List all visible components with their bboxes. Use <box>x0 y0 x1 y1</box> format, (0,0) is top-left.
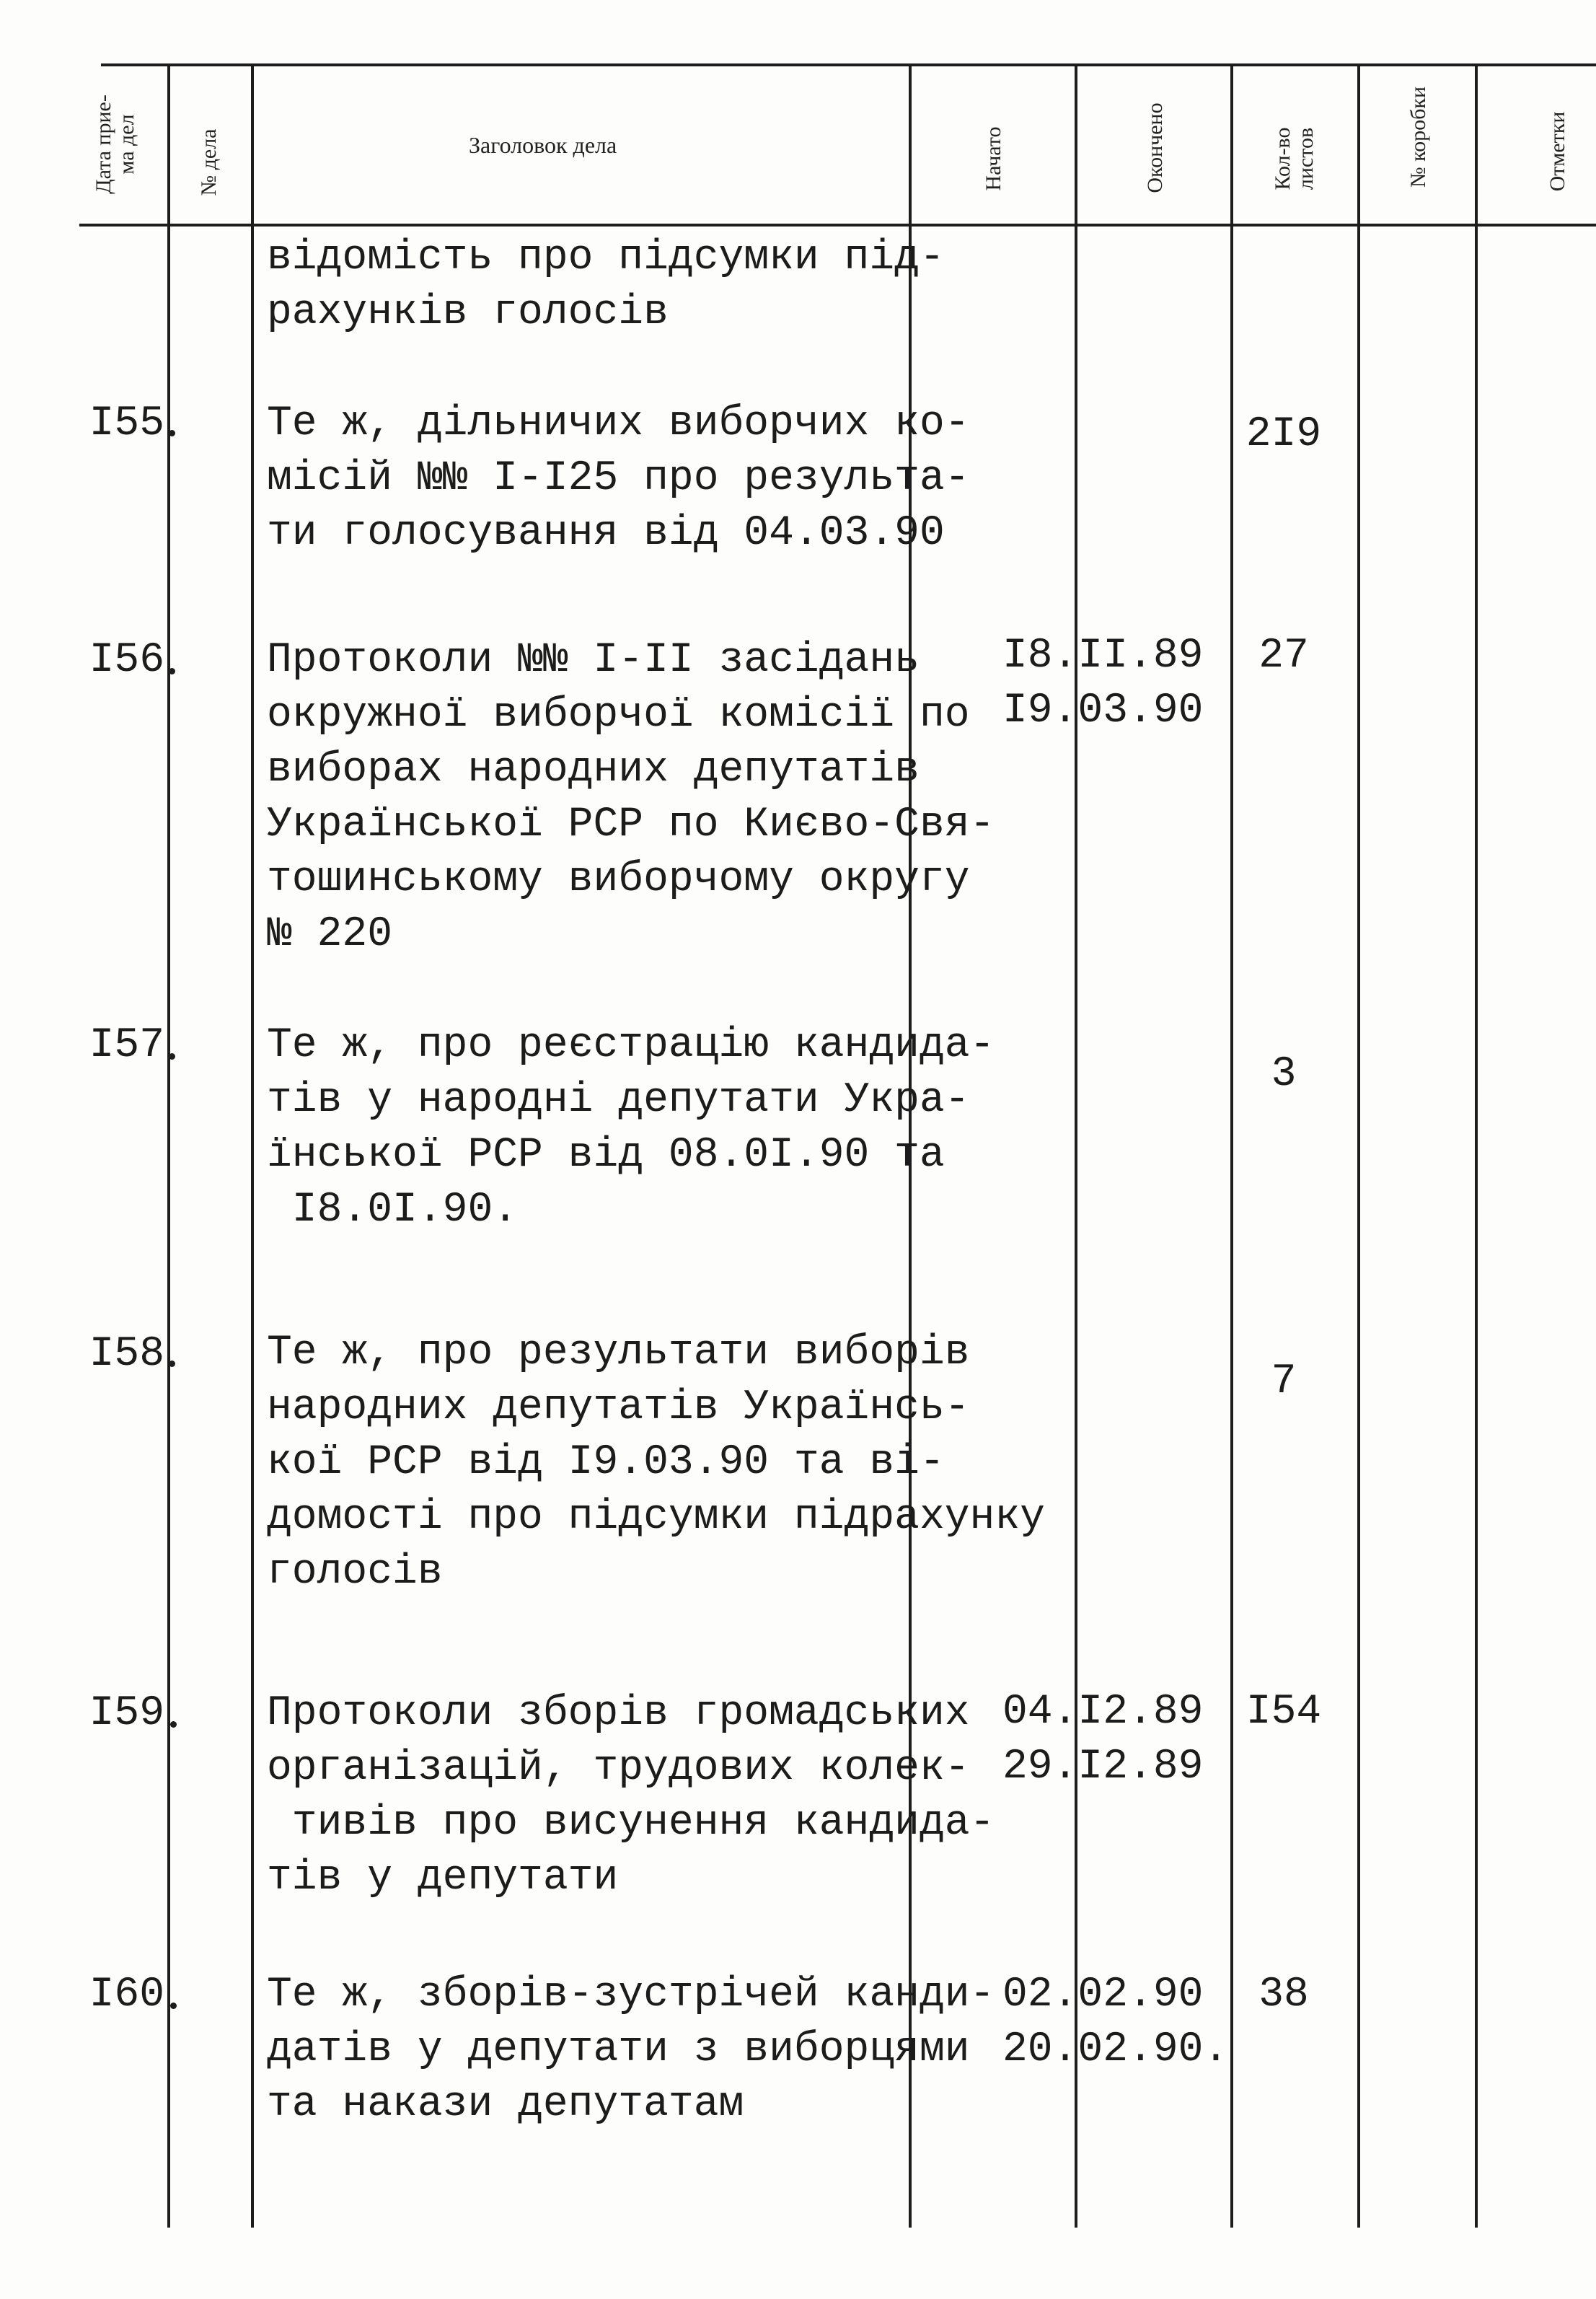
sheet-count: 2I9 <box>1246 411 1322 458</box>
header-case-title: Заголовок дела <box>469 132 617 158</box>
header-finished: Окончено <box>1143 102 1167 193</box>
sheet-count: I54 <box>1246 1689 1322 1736</box>
column-divider-2 <box>251 65 254 2228</box>
case-number: I60 <box>89 1971 164 2018</box>
column-divider-1 <box>167 65 170 2228</box>
header-case-number: № дела <box>197 128 221 196</box>
row-marker-dot <box>169 1361 175 1367</box>
header-bottom-rule <box>79 224 1596 227</box>
case-title: Те ж, дільничих виборчих ко- місій №№ I-I25 про результа- ти голосування від 04.03.90 <box>267 400 970 557</box>
case-title: Те ж, про результати виборів народних депутатів Українсь- кої РСР від I9.03.90 та ві- домості про підсумки підрахунку голосів <box>267 1329 1045 1596</box>
header-sheet-count: Кол-во листов <box>1271 127 1318 190</box>
case-title: Протоколи №№ I-II засідань окружної виборчої комісії по виборах народних депутатів Української РСР по Києво-Свя- тошинському виборчому округу № 220 <box>267 637 995 958</box>
case-number: I59 <box>89 1690 164 1737</box>
column-divider-5 <box>1230 65 1233 2228</box>
row-marker-dot <box>169 668 175 674</box>
row-marker-dot <box>169 1053 175 1060</box>
sheet-count: 27 <box>1258 633 1309 680</box>
case-title: відомість про підсумки під- рахунків голосів <box>267 234 945 336</box>
column-divider-4 <box>1075 65 1077 2228</box>
row-marker-dot <box>169 430 175 436</box>
date-range: I8.II.89 I9.03.90 <box>1002 633 1204 734</box>
header-box-number: № коробки <box>1406 86 1430 188</box>
case-number: I55 <box>89 400 164 447</box>
row-marker-dot <box>170 2003 177 2009</box>
sheet-count: 7 <box>1271 1358 1297 1405</box>
case-number: I57 <box>89 1022 164 1069</box>
column-divider-6 <box>1357 65 1360 2228</box>
case-number: I56 <box>89 637 164 684</box>
header-top-rule <box>101 63 1596 66</box>
date-range: 04.I2.89 29.I2.89 <box>1002 1689 1204 1790</box>
header-notes: Отметки <box>1546 111 1569 192</box>
sheet-count: 38 <box>1258 1971 1309 2018</box>
case-number: I58 <box>89 1331 164 1378</box>
column-divider-7 <box>1475 65 1478 2228</box>
header-started: Начато <box>982 126 1005 191</box>
sheet-count: 3 <box>1271 1051 1297 1098</box>
header-date-received: Дата прие- ма дел <box>92 94 138 194</box>
date-range: 02.02.90 20.02.90. <box>1002 1971 1229 2073</box>
case-title: Те ж, про реєстрацію кандида- тів у народні депутати Укра- їнської РСР від 08.0I.90 та I8.0I.90. <box>267 1022 995 1234</box>
row-marker-dot <box>170 1721 177 1728</box>
case-title: Протоколи зборів громадських організацій, трудових колек- тивів про висунення кандида- тів у депутати <box>267 1690 995 1902</box>
case-title: Те ж, зборів-зустрічей канди- датів у депутати з виборцями та накази депутатам <box>267 1971 995 2128</box>
